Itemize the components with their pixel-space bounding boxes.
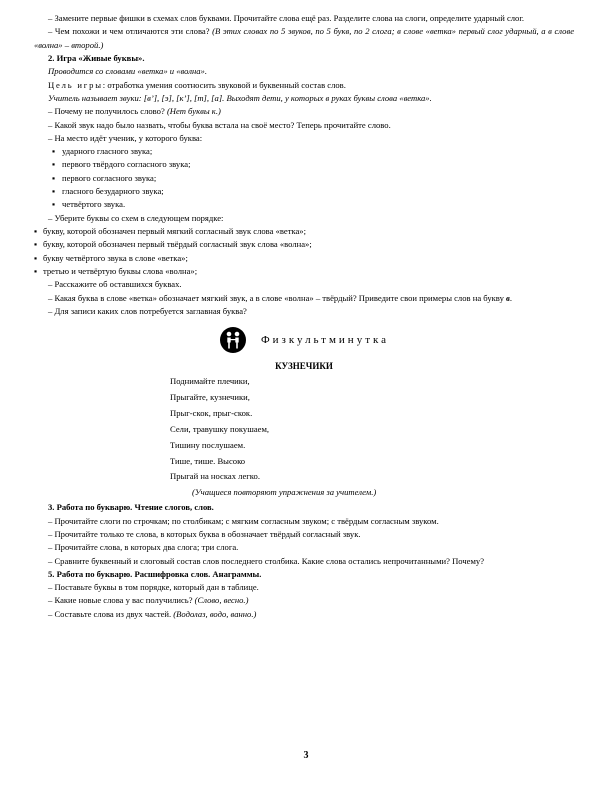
poem-line: Тише, тише. Высоко [170,455,246,466]
heading-section-3: 3. Работа по букварю. Чтение слогов, слов. [48,502,214,513]
goal-text: : отработка умения соотносить звуковой и буквенный состав слов. [102,79,346,90]
list-item: ▪ букву, которой обозначен первый мягкий согласный звук слова «ветка»; [34,225,574,238]
paragraph-replace-chips: – Замените первые фишки в схемах слов буквами. Прочитайте слова ещё раз. Разделите слова на слоги, определите ударный слог. [48,13,525,23]
paragraph-new-words [34,594,574,607]
question-text: – Составьте слова из двух частей. [48,608,174,619]
page-number: 3 [303,750,309,761]
paragraph-compose-words [34,608,574,621]
list-item: ▪ ударного гласного звука; [52,145,574,158]
poem-note: (Учащиеся повторяют упражнения за учителем.) [192,487,377,498]
paragraph-soft-hard [34,292,574,305]
heading-section-5: 5. Работа по букварю. Расшифровка слов. Анаграммы. [48,568,262,579]
paragraph-goal [34,79,574,92]
paragraph-read-syllables: – Прочитайте слоги по строчкам; по столбикам; с мягким согласным звуком; с твёрдым согласным звуком. [48,515,439,526]
list-item: ▪ букву, которой обозначен первый твёрдый согласный звук слова «волна»; [34,238,574,251]
paragraph-remove-letters: – Уберите буквы со схем в следующем порядке: [48,212,224,223]
paragraph-arrange-letters: – Поставьте буквы в том порядке, который дан в таблице. [48,582,259,593]
list-letter-roles [34,145,574,212]
question-text: – Какая буква в слове «ветка» обозначает мягкий звук, а в слове «волна» – твёрдый? Приведите свои примеры слов на букву [48,292,507,303]
list-item: ▪ третью и четвёртую буквы слова «волна»; [34,265,574,278]
heading-live-letters: 2. Игра «Живые буквы». [48,52,145,63]
poem-line: Сели, травушку покушаем, [170,423,270,434]
poem-block [170,374,574,501]
poem-line: Тишину послушаем. [170,439,246,450]
period: . [509,292,513,303]
answer-text: (Нет буквы к.) [166,106,221,117]
answer-text: (В этих словах по 5 звуков, по 5 букв, по 2 слога; в слове «ветка» первый слог ударный, а в слове «волна» – второй.) [34,26,575,50]
paragraph-which-sound: – Какой звук надо было назвать, чтобы буква встала на своё место? Теперь прочитайте слово. [48,119,391,130]
paragraph-remaining-letters: – Расскажите об оставшихся буквах. [48,279,182,290]
poem-line: Поднимайте плечики, [170,376,250,387]
answer-text: (Водолаз, водо, ванно.) [173,608,257,619]
paragraph-capital-letter: – Для записи каких слов потребуется заглавная буква? [48,305,247,316]
paragraph-similarities [34,25,574,52]
poem-line: Прыгай на носках легко. [170,471,260,482]
list-item: ▪ четвёртого звука. [52,198,574,211]
paragraph-read-hard-words: – Прочитайте только те слова, в которых буква в обозначает твёрдый согласный звук. [48,528,361,539]
question-text: – Чем похожи и чем отличаются эти слова? [48,26,213,37]
list-item: ▪ первого согласного звука; [52,172,574,185]
paragraph-student-goes: – На место идёт ученик, у которого буква: [48,132,203,143]
two-people-icon [219,326,247,354]
list-item: ▪ букву четвёртого звука в слове «ветка»; [34,252,574,265]
answer-text: (Слово, весно.) [194,595,249,606]
poem-title: КУЗНЕЧИКИ [275,361,333,372]
paragraph-compare: – Сравните буквенный и слоговый состав слов последнего столбика. Какие слова остались непрочитанными? Почему? [48,555,485,566]
question-text: – Какие новые слова у вас получились? [48,595,195,606]
list-item: ▪ первого твёрдого согласного звука; [52,158,574,171]
paragraph-played-with: Проводится со словами «ветка» и «волна». [48,66,207,77]
paragraph-teacher-sounds: Учитель называет звуки: [в’], [э], [к’], [т], [а]. Выходят дети, у которых в руках буквы слова «ветка». [48,92,432,103]
poem-line: Прыг-скок, прыг-скок. [170,407,253,418]
question-text: – Почему не получилось слово? [48,106,167,117]
fizminutka-header [34,326,574,354]
letter-v: в [506,292,510,303]
poem-line: Прыгайте, кузнечики, [170,392,250,403]
paragraph-why-not [34,105,574,118]
list-item: ▪ гласного безударного звука; [52,185,574,198]
goal-label: Цель игры [48,79,103,90]
fizminutka-title: Физкультминутка [260,333,390,346]
list-remove-order [34,225,574,278]
paragraph-read-two-three: – Прочитайте слова, в которых два слога; три слога. [48,542,239,553]
